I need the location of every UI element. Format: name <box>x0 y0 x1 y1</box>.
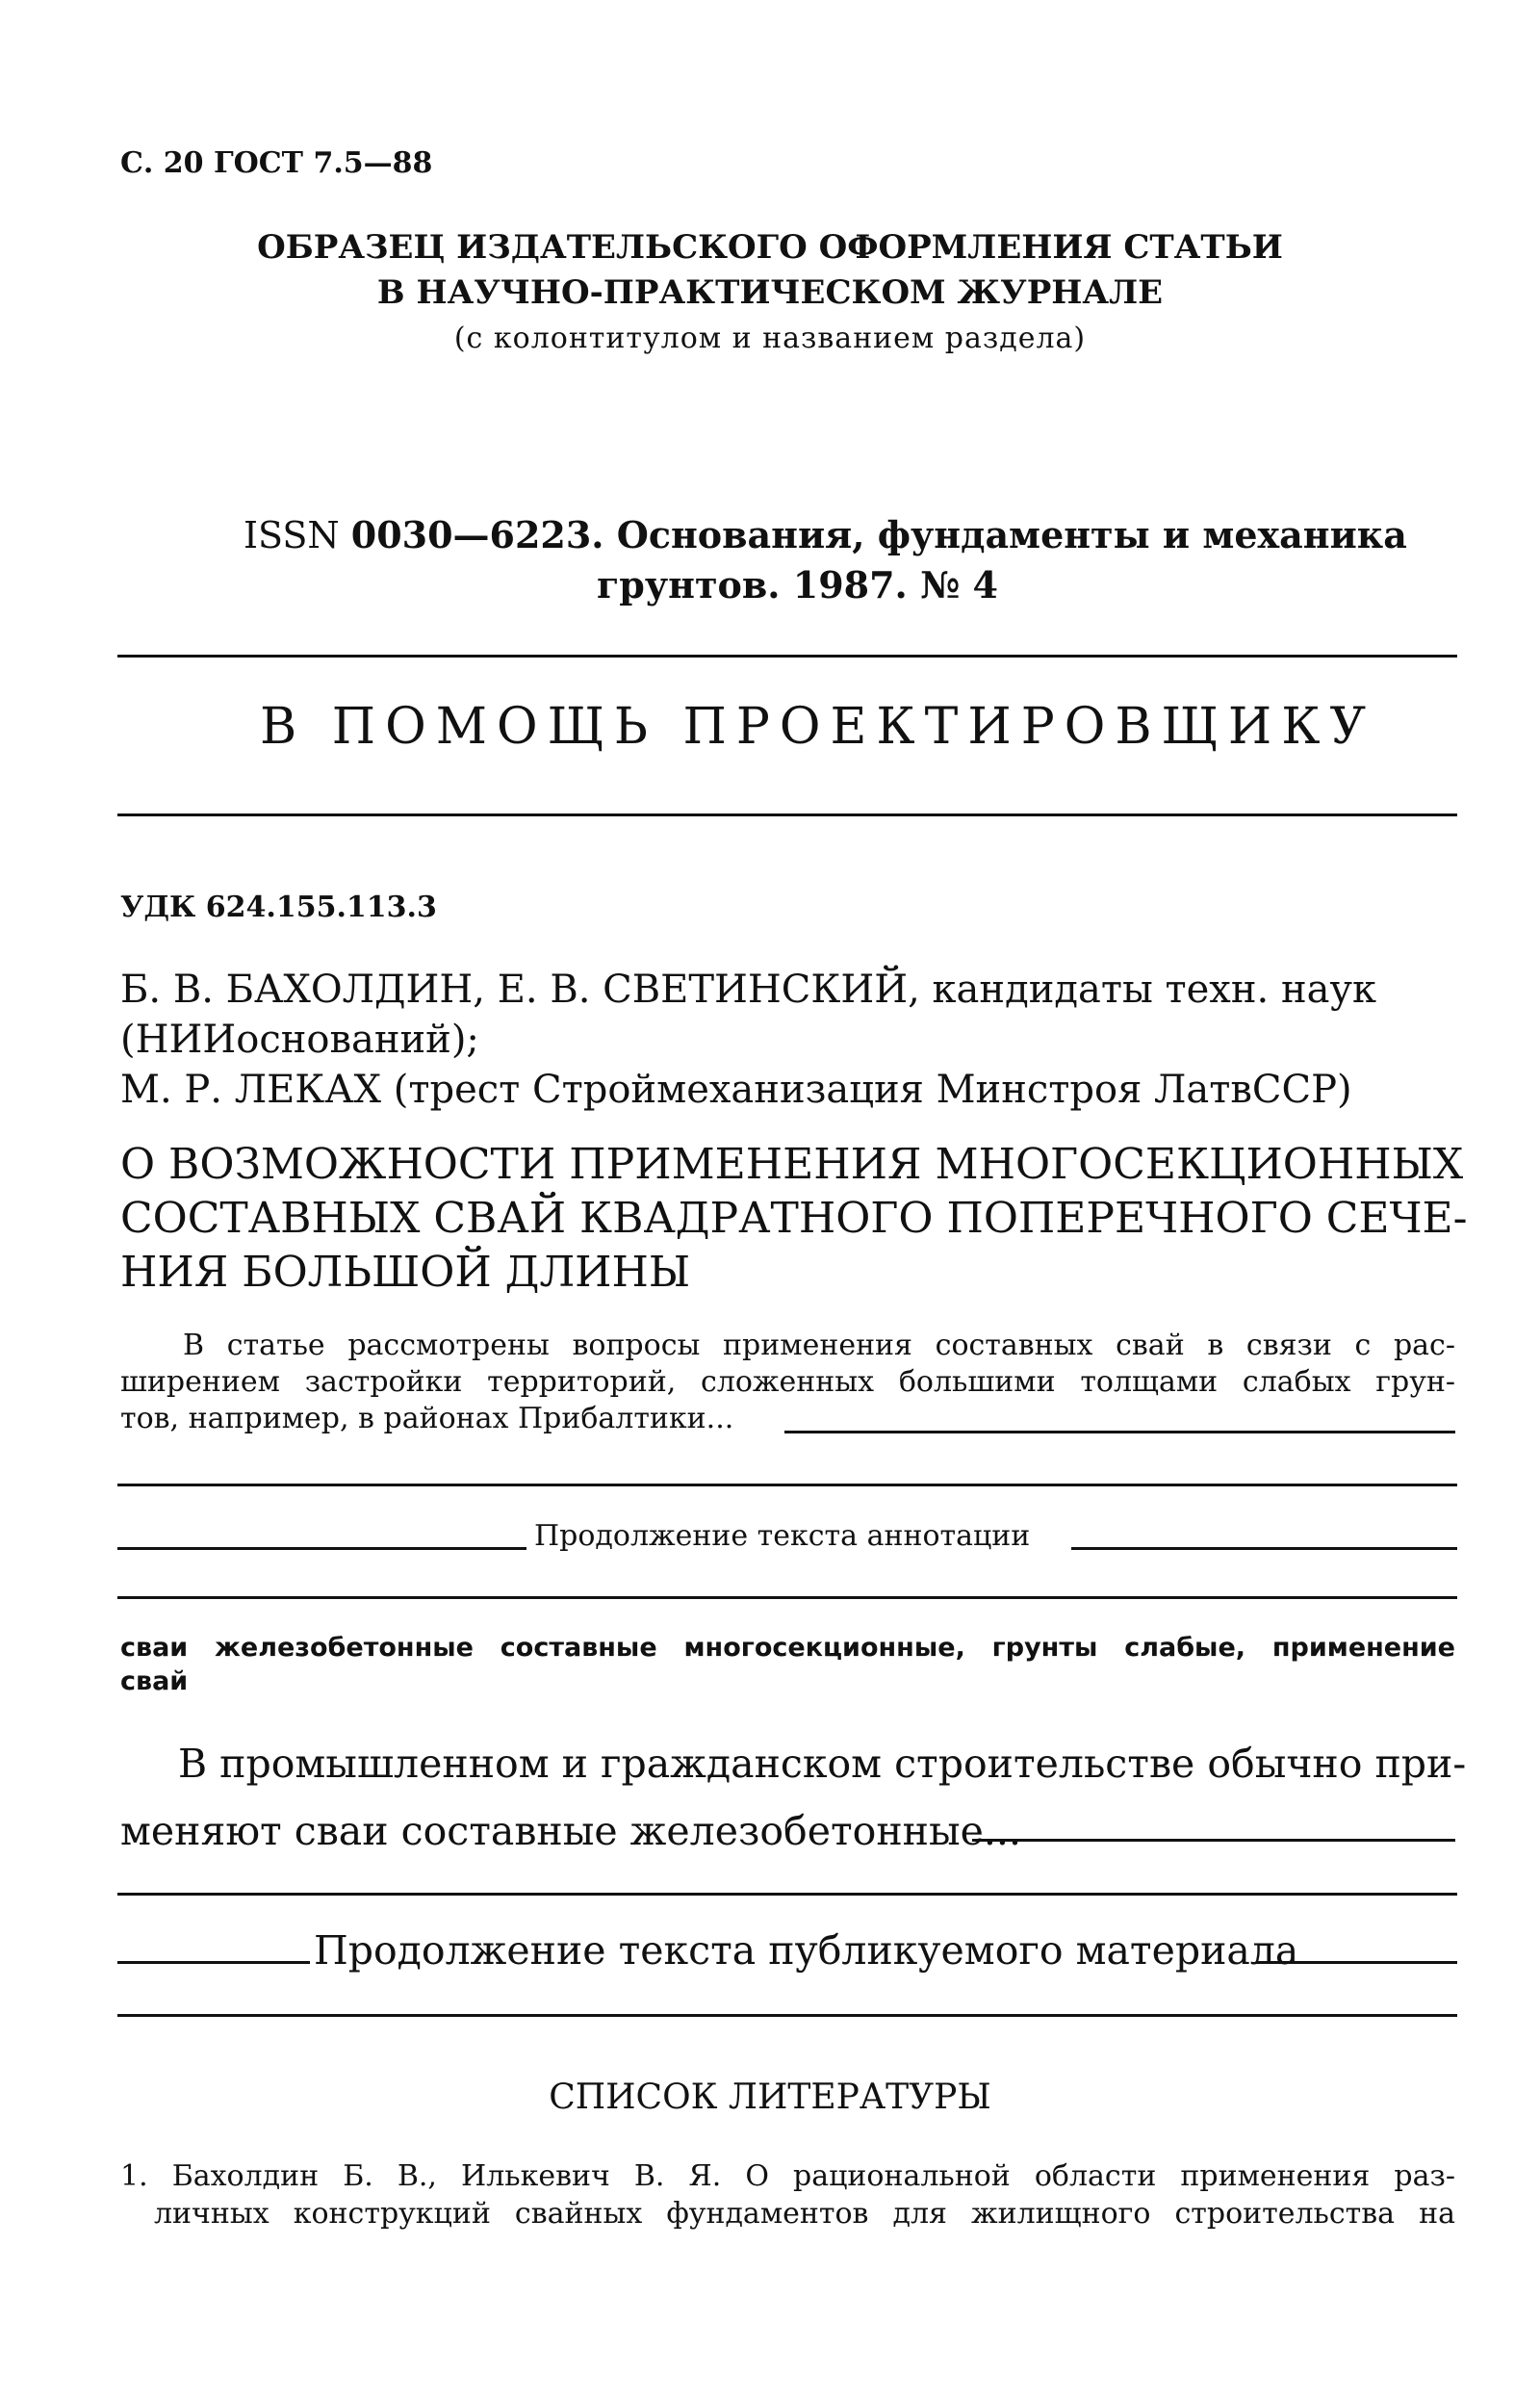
abstract-line2: ширением застройки территорий, сложенных большими толщами слабых грун- <box>120 1365 1455 1399</box>
article-title-line3: НИЯ БОЛЬШОЙ ДЛИНЫ <box>120 1248 691 1297</box>
references-heading: СПИСОК ЛИТЕРАТУРЫ <box>549 2078 991 2117</box>
sample-subtitle: (с колонтитулом и названием раздела) <box>453 322 1087 355</box>
section-rule-top <box>117 655 1457 658</box>
authors-line1: Б. В. БАХОЛДИН, Е. В. СВЕТИНСКИЙ, кандидаты техн. наук <box>120 968 1376 1012</box>
abstract-line1: В статье рассмотрены вопросы применения составных свай в связи с рас- <box>183 1329 1455 1362</box>
body-continuation-rule-left <box>117 1961 310 1964</box>
running-head-journal: 0030—6223. Основания, фундаменты и механика <box>350 513 1407 556</box>
abstract-continuation: Продолжение текста аннотации <box>534 1519 1031 1553</box>
section-title: В ПОМОЩЬ ПРОЕКТИРОВЩИКУ <box>260 698 1376 756</box>
body-fill-rule <box>972 1839 1455 1842</box>
running-head-line1 <box>244 513 1407 556</box>
sample-title-line2: В НАУЧНО-ПРАКТИЧЕСКОМ ЖУРНАЛЕ <box>376 273 1164 312</box>
page-reference: С. 20 ГОСТ 7.5—88 <box>120 146 433 180</box>
abstract-fill-rule <box>784 1431 1455 1433</box>
body-text-line2: меняют сваи составные железобетонные... <box>120 1808 1021 1854</box>
authors-line3: М. Р. ЛЕКАХ (трест Строймеханизация Минстроя ЛатвССР) <box>120 1068 1352 1112</box>
authors-line2: (НИИоснований); <box>120 1018 479 1062</box>
reference-1-line2: личных конструкций свайных фундаментов для жилищного строительства на <box>154 2197 1455 2231</box>
issn-label: ISSN <box>244 514 340 556</box>
body-continuation-rule-right <box>1256 1961 1457 1964</box>
running-head-line2: грунтов. 1987. № 4 <box>597 563 998 607</box>
body-continuation: Продолжение текста публикуемого материала <box>314 1927 1299 1974</box>
abstract-continuation-rule-right <box>1071 1547 1457 1550</box>
section-rule-bottom <box>117 813 1457 816</box>
abstract-rule-2 <box>117 1596 1457 1599</box>
udc-code: УДК 624.155.113.3 <box>120 891 437 924</box>
article-title-line1: О ВОЗМОЖНОСТИ ПРИМЕНЕНИЯ МНОГОСЕКЦИОННЫХ <box>120 1140 1464 1189</box>
abstract-line3: тов, например, в районах Прибалтики... <box>120 1402 734 1435</box>
sample-title-line1: ОБРАЗЕЦ ИЗДАТЕЛЬСКОГО ОФОРМЛЕНИЯ СТАТЬИ <box>257 228 1283 267</box>
keywords-line1: сваи железобетонные составные многосекционные, грунты слабые, применение <box>120 1633 1455 1663</box>
body-rule-2 <box>117 2014 1457 2017</box>
reference-1-line1: 1. Бахолдин Б. В., Илькевич В. Я. О рациональной области применения раз- <box>120 2159 1455 2193</box>
body-rule-1 <box>117 1893 1457 1896</box>
body-text-line1: В промышленном и гражданском строительстве обычно при- <box>178 1741 1467 1787</box>
abstract-continuation-rule-left <box>117 1547 526 1550</box>
article-title-line2: СОСТАВНЫХ СВАЙ КВАДРАТНОГО ПОПЕРЕЧНОГО СЕЧЕ- <box>120 1194 1468 1243</box>
abstract-rule-1 <box>117 1484 1457 1486</box>
keywords-line2: свай <box>120 1666 189 1696</box>
